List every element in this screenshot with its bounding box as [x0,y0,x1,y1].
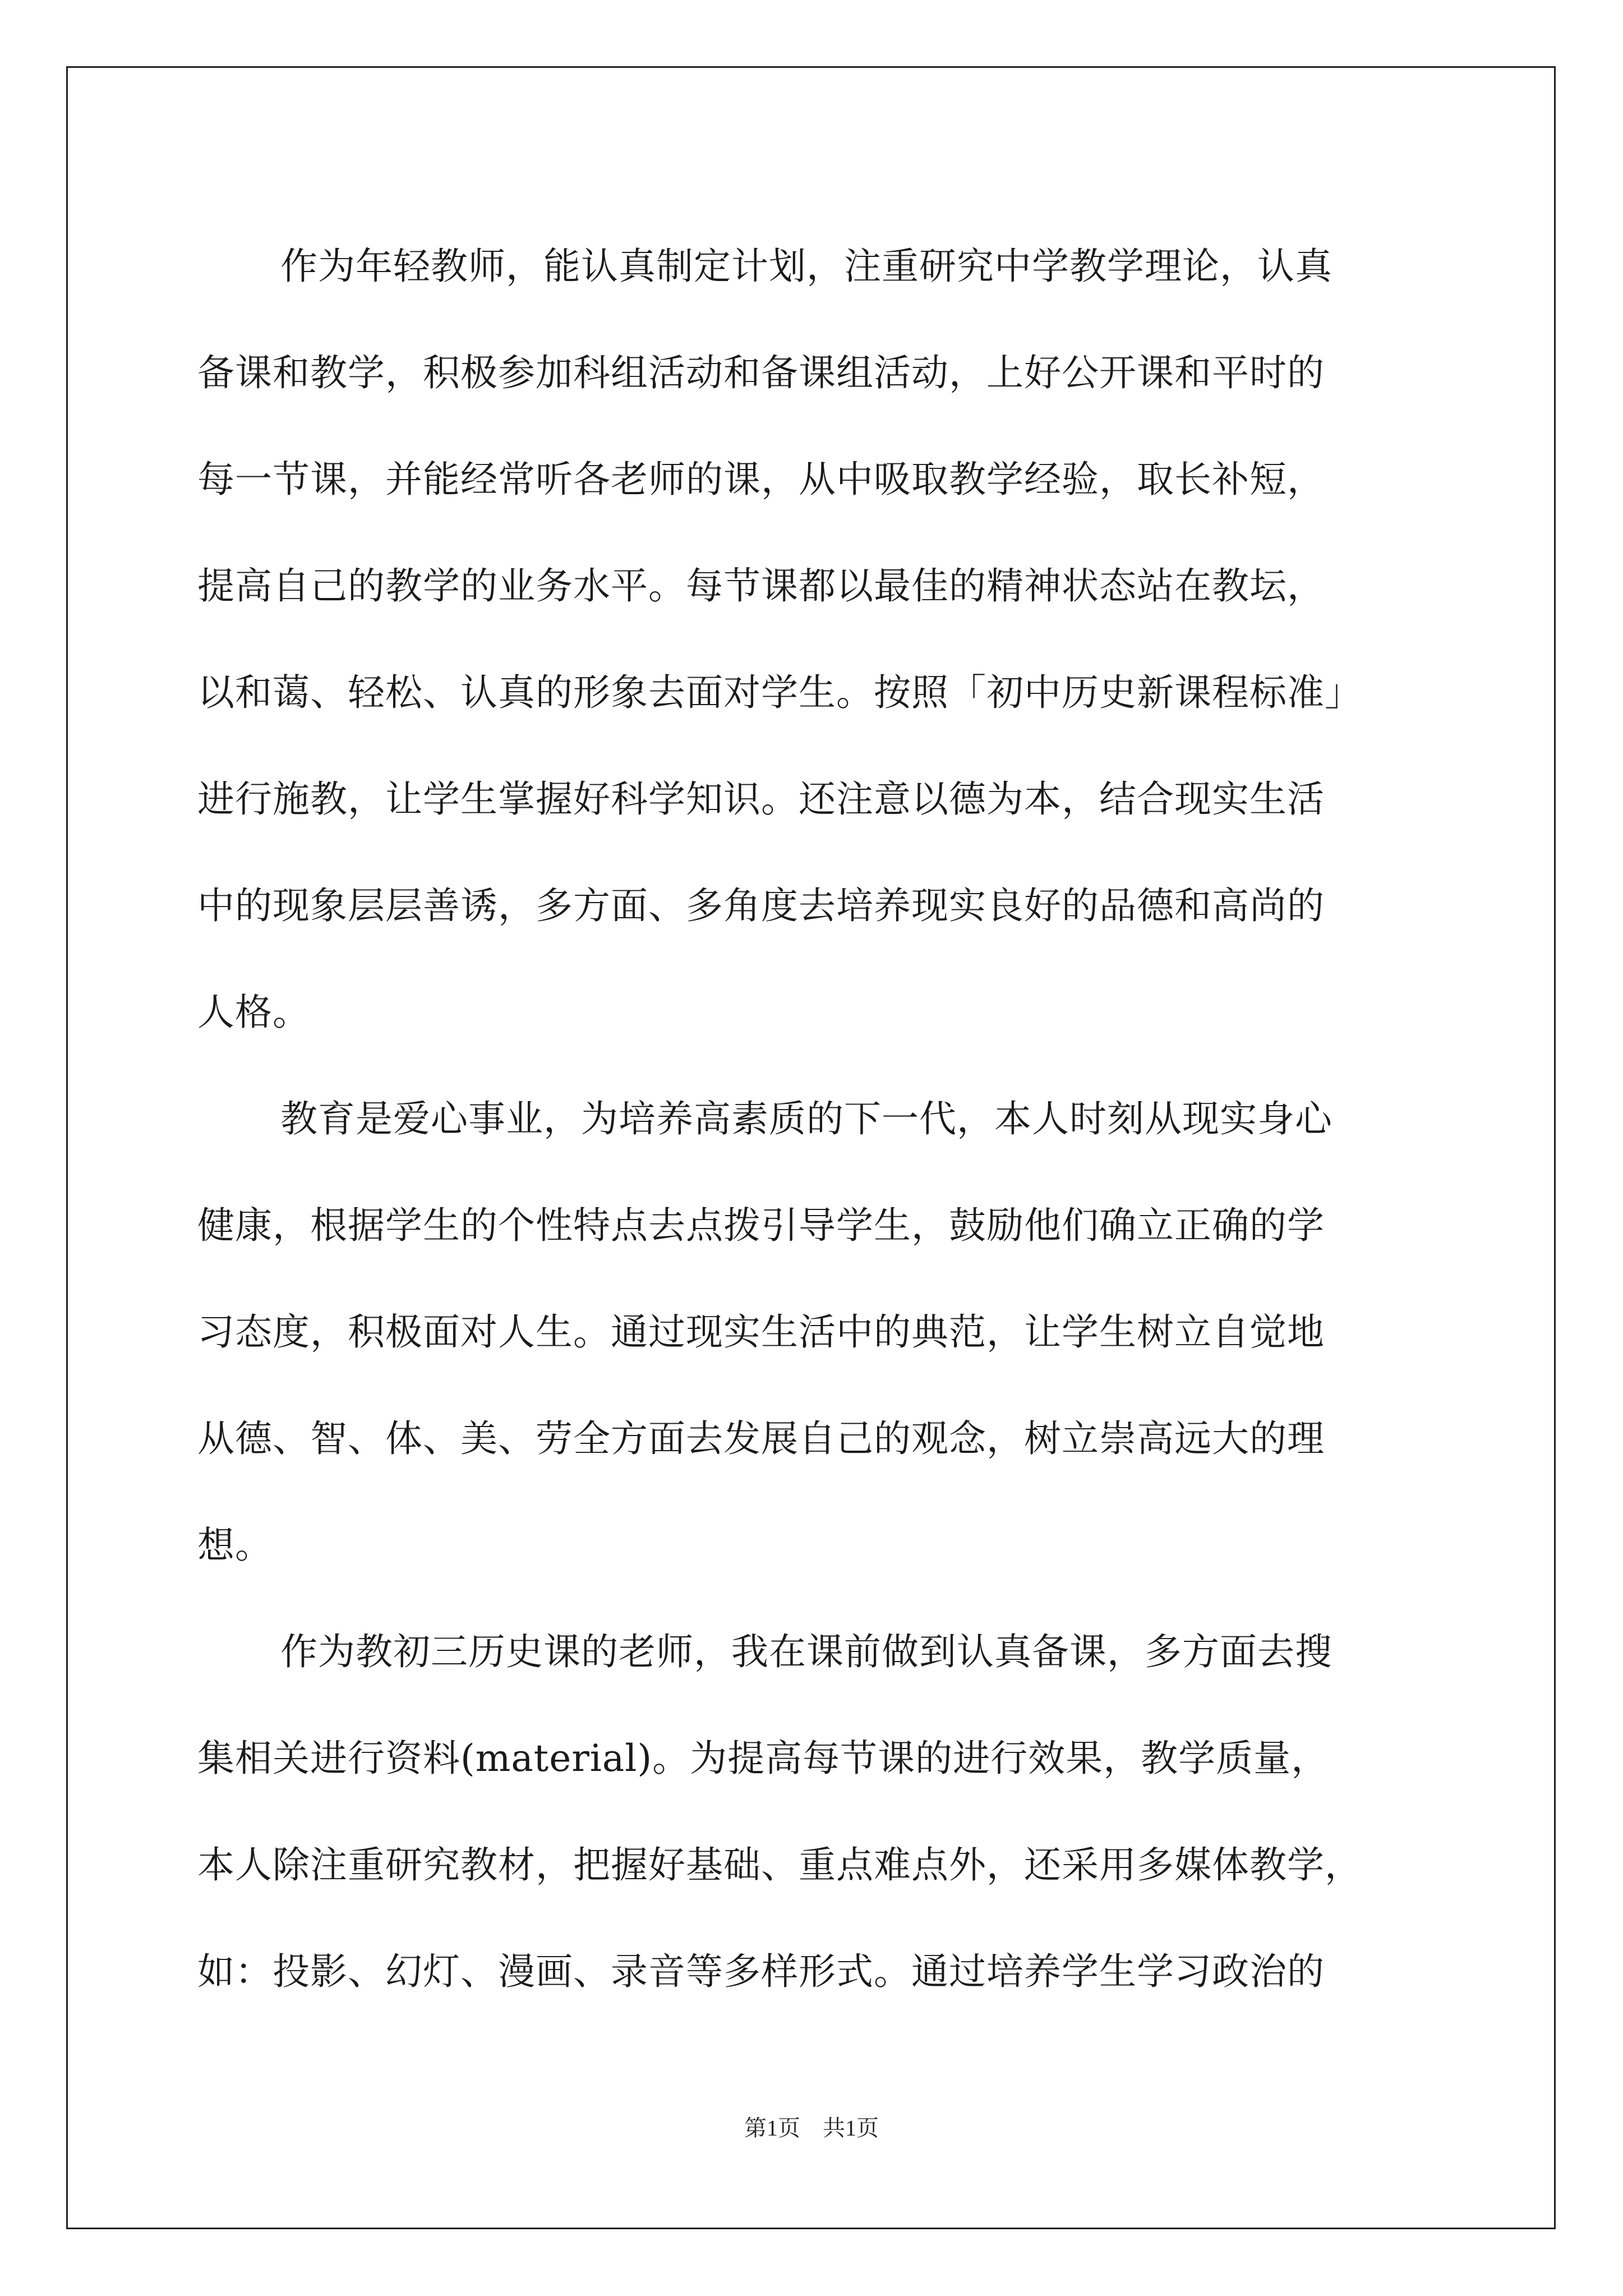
paragraph-3-line-4: 如：投影、幻灯、漫画、录音等多样形式。通过培养学生学习政治的 [197,1950,1325,1993]
paragraph-1-line-6: 进行施教，让学生掌握好科学知识。还注意以德为本，结合现实生活 [197,777,1325,821]
document-body [197,213,1426,2025]
paragraph-1-line-2: 备课和教学，积极参加科组活动和备课组活动，上好公开课和平时的 [197,351,1325,394]
paragraph-1-line-5: 以和蔼、轻松、认真的形象去面对学生。按照「初中历史新课程标准」 [197,671,1362,714]
paragraph-1-line-3: 每一节课，并能经常听各老师的课，从中吸取教学经验，取长补短， [197,458,1325,501]
paragraph-1-line-4: 提高自己的教学的业务水平。每节课都以最佳的精神状态站在教坛， [197,564,1325,608]
page-number-footer: 第1页 共1页 [744,2115,879,2141]
paragraph-3-line-3: 本人除注重研究教材，把握好基础、重点难点外，还采用多媒体教学， [197,1843,1362,1887]
paragraph-1-line-1: 作为年轻教师，能认真制定计划，注重研究中学教学理论，认真 [280,245,1332,288]
paragraph-1-line-7: 中的现象层层善诱，多方面、多角度去培养现实良好的品德和高尚的 [197,884,1325,927]
paragraph-2-line-1: 教育是爱心事业，为培养高素质的下一代，本人时刻从现实身心 [280,1097,1332,1140]
paragraph-3-line-2: 集相关进行资料(material)。为提高每节课的进行效果，教学质量， [197,1737,1329,1780]
paragraph-2-line-3: 习态度，积极面对人生。通过现实生活中的典范，让学生树立自觉地 [197,1310,1325,1354]
paragraph-3-line-1: 作为教初三历史课的老师，我在课前做到认真备课，多方面去搜 [280,1630,1332,1673]
paragraph-1-line-8: 人格。 [197,991,310,1034]
paragraph-2-line-4: 从德、智、体、美、劳全方面去发展自己的观念，树立崇高远大的理 [197,1417,1325,1460]
paragraph-2-line-2: 健康，根据学生的个性特点去点拨引导学生，鼓励他们确立正确的学 [197,1204,1325,1247]
paragraph-2-line-5: 想。 [197,1524,273,1567]
